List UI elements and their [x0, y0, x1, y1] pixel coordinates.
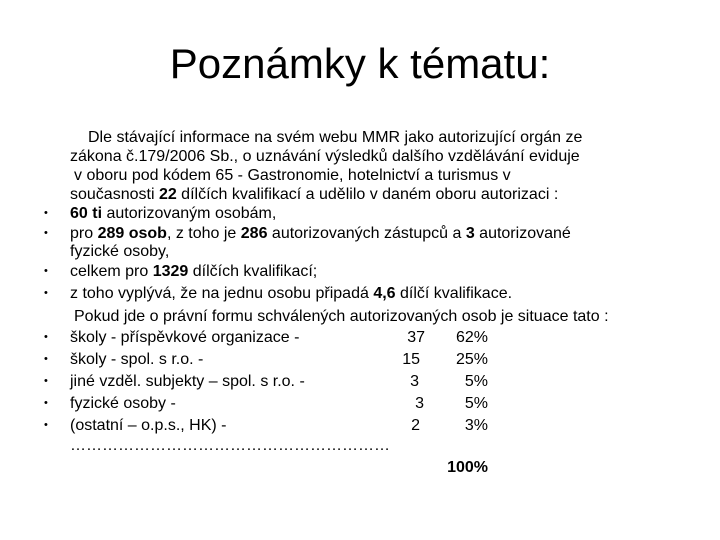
- bullet-icon: •: [44, 265, 48, 277]
- bullet-icon: •: [44, 375, 48, 387]
- bullet-icon: •: [44, 331, 48, 343]
- bullet-icon: •: [44, 353, 48, 365]
- bullet-icon: •: [44, 207, 48, 219]
- bullet-icon: •: [44, 397, 48, 409]
- slide-title: Poznámky k tématu:: [169, 40, 551, 87]
- bullet-icon: •: [44, 287, 48, 299]
- bullet-icon: •: [44, 227, 48, 239]
- bullet-icon: •: [44, 419, 48, 431]
- total-percent: 100%: [447, 459, 488, 476]
